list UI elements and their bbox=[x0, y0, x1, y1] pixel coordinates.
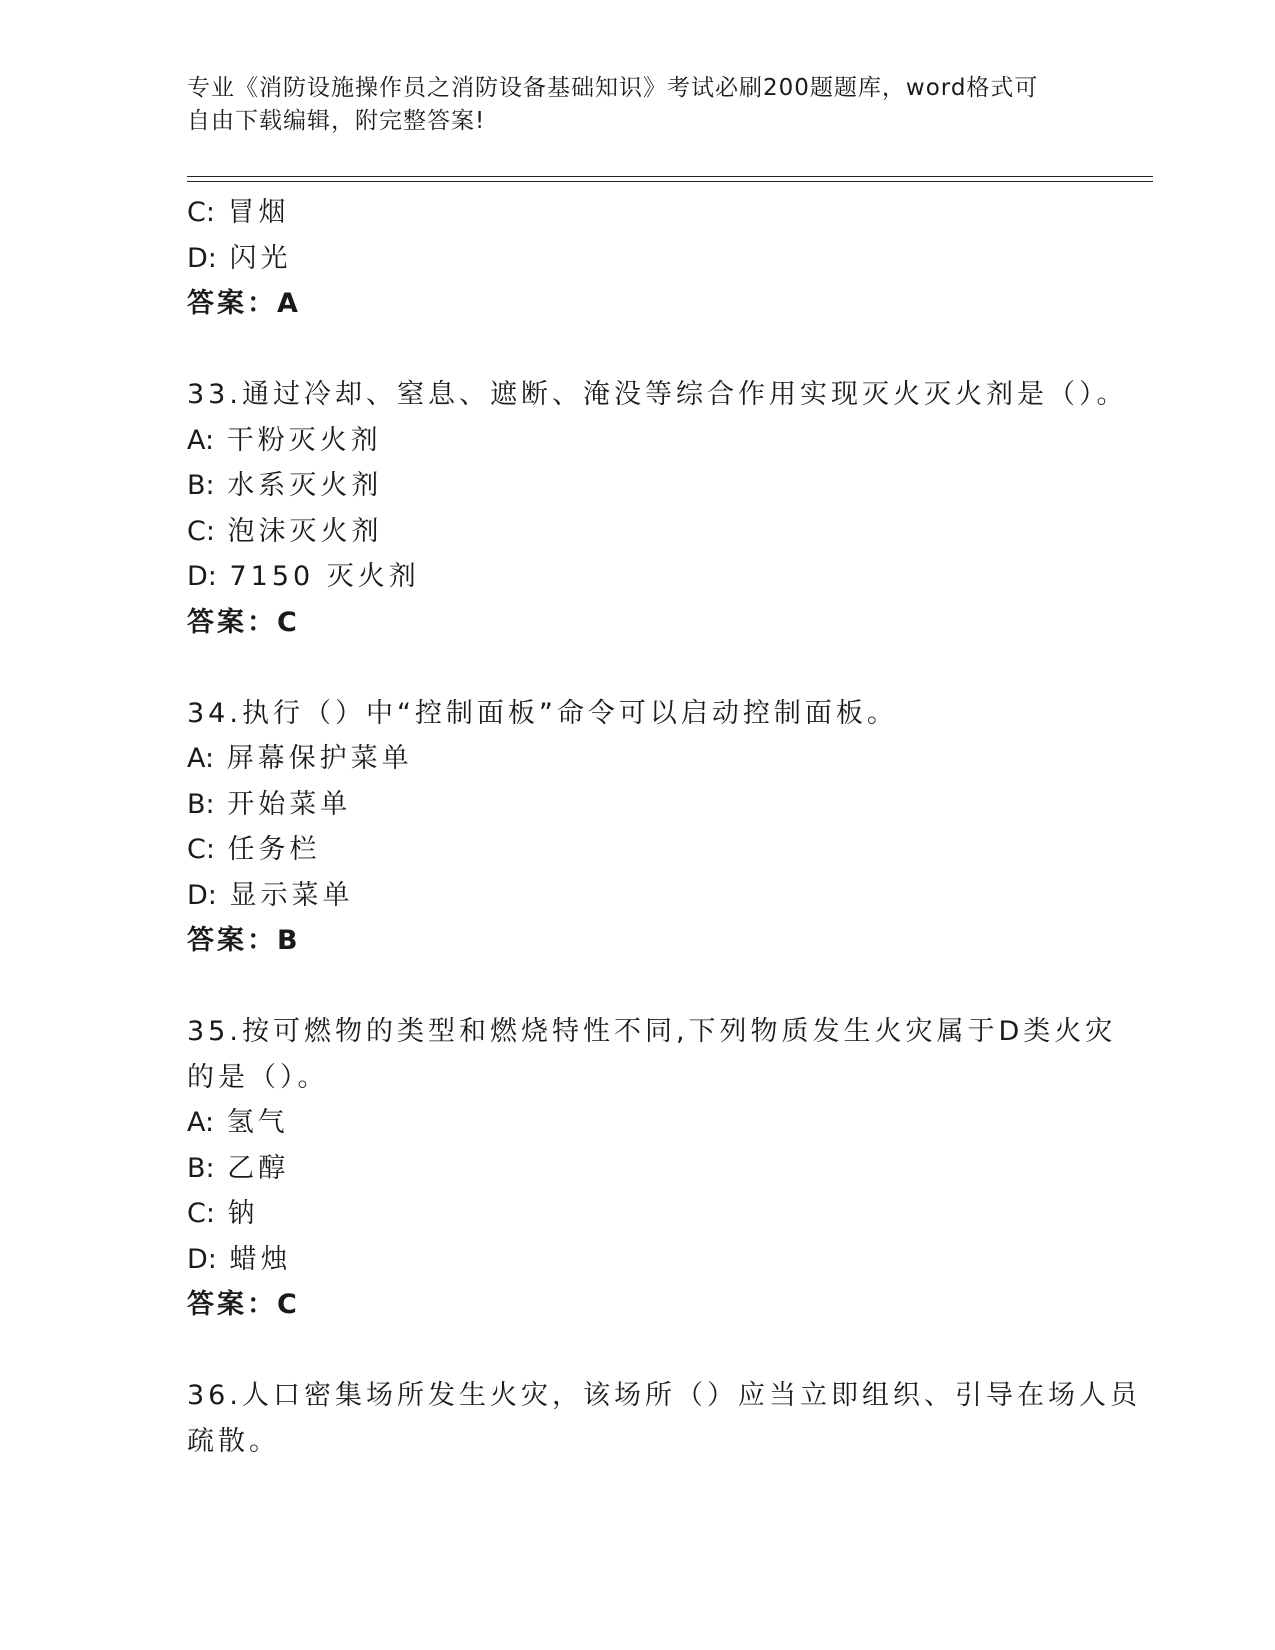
option-c: C: 泡沫灭火剂 bbox=[187, 515, 383, 547]
option-a: A: 干粉灭火剂 bbox=[187, 424, 382, 456]
option-d: D: 7150 灭火剂 bbox=[187, 561, 420, 592]
spacer bbox=[187, 645, 1087, 691]
question-34-stem: 34.执行（）中“控制面板”命令可以启动控制面板。 bbox=[187, 697, 898, 729]
option-d: D: 蜡烛 bbox=[187, 1243, 292, 1275]
option-b: B: 水系灭火剂 bbox=[187, 470, 383, 501]
spacer bbox=[187, 327, 1087, 373]
header-line-2: 自由下载编辑，附完整答案! bbox=[187, 108, 486, 134]
answer-line: 答案：C bbox=[187, 1289, 300, 1320]
question-33-stem: 33.通过冷却、窒息、遮断、淹没等综合作用实现灭火灭火剂是（）。 bbox=[187, 379, 1128, 410]
answer-line: 答案：B bbox=[187, 925, 301, 956]
spacer bbox=[187, 1328, 1087, 1374]
option-d: D: 闪光 bbox=[187, 242, 292, 274]
question-list bbox=[187, 190, 1141, 1464]
option-c: C: 钠 bbox=[187, 1198, 259, 1229]
document-header bbox=[187, 72, 1067, 138]
option-c: C: 任务栏 bbox=[187, 834, 321, 865]
option-a: A: 屏幕保护菜单 bbox=[187, 743, 413, 774]
spacer bbox=[187, 964, 1087, 1010]
option-d: D: 显示菜单 bbox=[187, 879, 354, 911]
question-36-stem-line-2: 疏散。 bbox=[187, 1425, 280, 1457]
option-b: B: 乙醇 bbox=[187, 1152, 290, 1184]
header-rule-top bbox=[187, 176, 1153, 177]
question-35-stem-line-2: 的是（）。 bbox=[187, 1061, 329, 1093]
question-36-stem-line-1: 36.人口密集场所发生火灾，该场所（）应当立即组织、引导在场人员 bbox=[187, 1380, 1141, 1411]
question-35-stem-line-1: 35.按可燃物的类型和燃烧特性不同,下列物质发生火灾属于D类火灾 bbox=[187, 1016, 1117, 1047]
header-line-1: 专业《消防设施操作员之消防设备基础知识》考试必刷200题题库，word格式可 bbox=[187, 75, 1039, 101]
answer-line: 答案：A bbox=[187, 288, 301, 319]
header-rule-bottom bbox=[187, 181, 1153, 182]
answer-line: 答案：C bbox=[187, 606, 300, 638]
option-b: B: 开始菜单 bbox=[187, 788, 352, 820]
option-c: C: 冒烟 bbox=[187, 197, 290, 228]
option-a: A: 氢气 bbox=[187, 1107, 289, 1138]
